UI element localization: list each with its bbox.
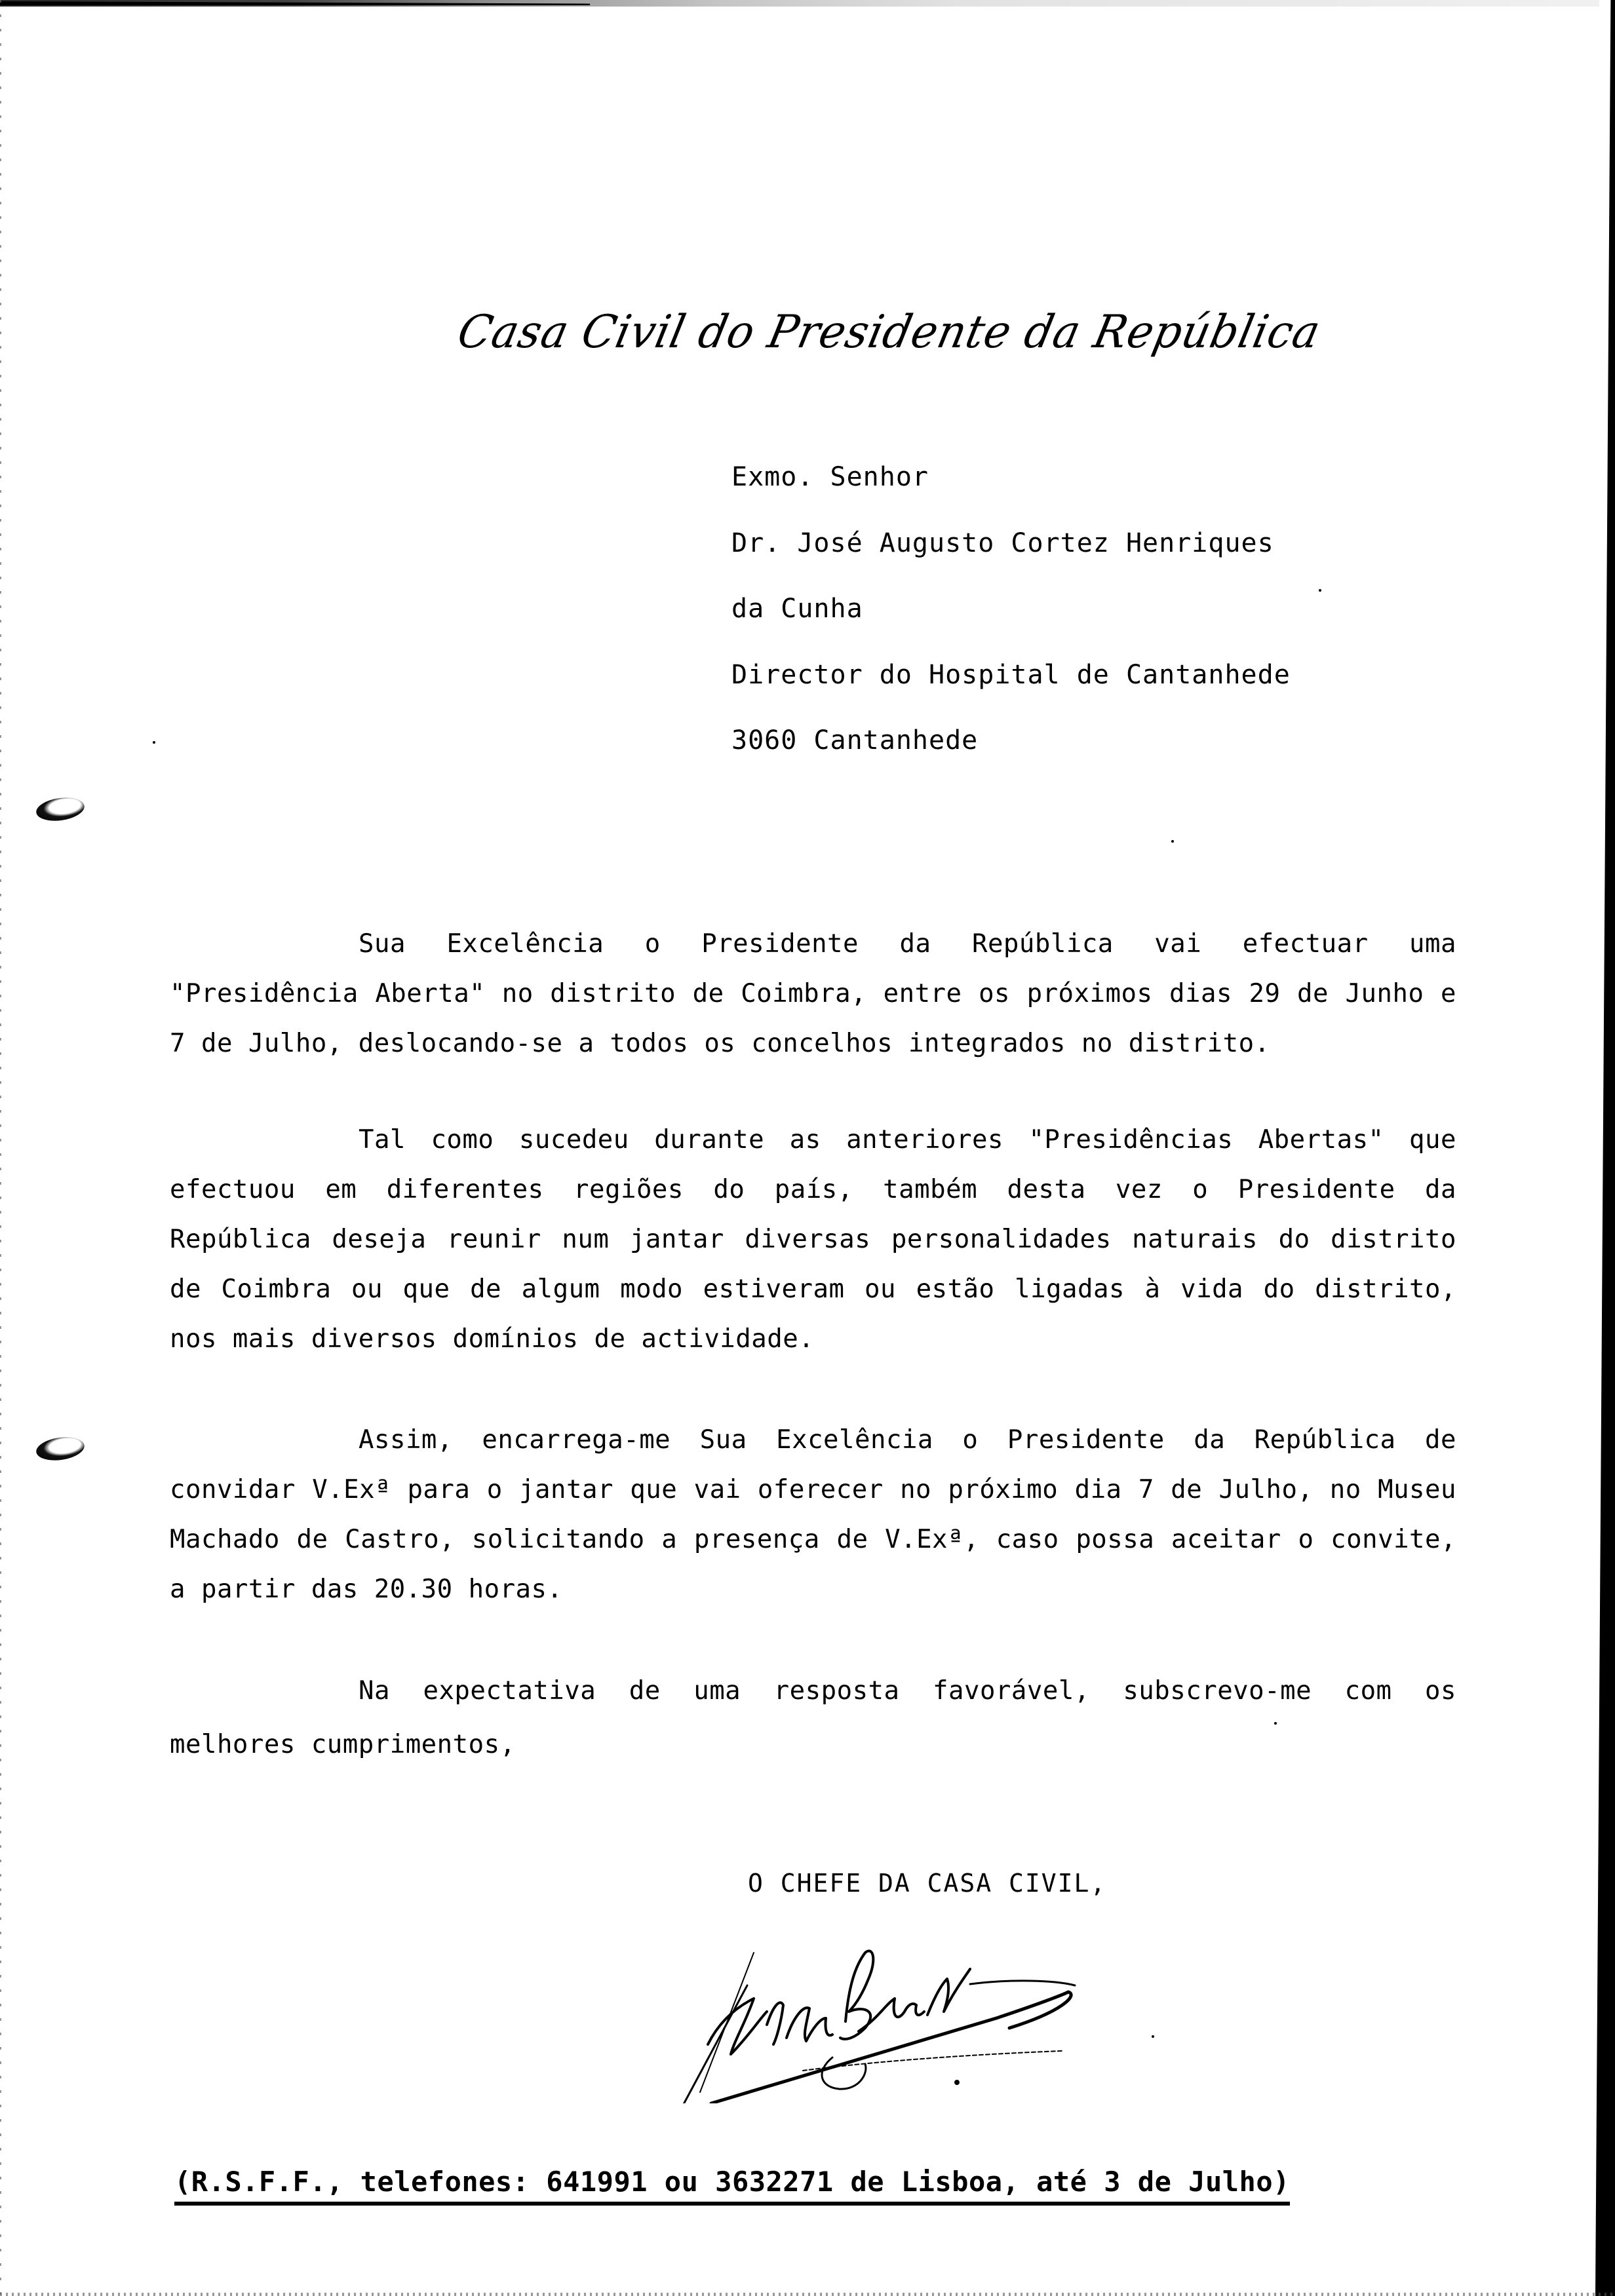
scan-speck <box>1274 1722 1277 1725</box>
body-paragraph-closing: Na expectativa de uma resposta favorável, subscrevo-me com os melhores cumprimentos, <box>170 1676 1456 1759</box>
punch-hole-icon <box>35 795 86 824</box>
recipient-name-cont: da Cunha <box>731 594 863 624</box>
recipient-postal: 3060 Cantanhede <box>731 725 979 756</box>
scan-edge-right <box>1595 0 1615 2296</box>
sign-off: O CHEFE DA CASA CIVIL, <box>748 1869 1107 1898</box>
recipient-address <box>731 444 1291 774</box>
signature-icon <box>669 1907 1193 2103</box>
recipient-title: Director do Hospital de Cantanhede <box>731 659 1291 690</box>
body-paragraph: Assim, encarrega-me Sua Excelência o Presidente da República de convidar V.Exª para o jantar que vai oferecer no próximo dia 7 de Julho, no Museu Machado de Castro, solicitando a presença de V.Exª, caso possa aceitar o convite, a partir das 20.30 horas. <box>170 1425 1456 1604</box>
footer-note: (R.S.F.F., telefones: 641991 ou 3632271 de Lisboa, até 3 de Julho) <box>174 2166 1290 2206</box>
scan-speck <box>1319 589 1321 592</box>
punch-hole-icon <box>35 1434 86 1463</box>
recipient-name: Dr. José Augusto Cortez Henriques <box>731 527 1274 558</box>
scan-speck <box>1152 2035 1154 2038</box>
body-paragraph: Sua Excelência o Presidente da República vai efectuar uma "Presidência Aberta" no distrito de Coimbra, entre os próximos dias 29 de Junho e 7 de Julho, deslocando-se a todos os concelhos integrados no distrito. <box>170 929 1456 1058</box>
body-paragraph: Tal como sucedeu durante as anteriores "Presidências Abertas" que efectuou em diferentes regiões do país, também desta vez o Presidente da República deseja reunir num jantar diversas personalidades naturais do distrito de Coimbra ou que de algum modo estiveram ou estão ligadas à vida do distrito, nos mais diversos domínios de actividade. <box>170 1125 1456 1354</box>
recipient-salutation: Exmo. Senhor <box>731 462 929 492</box>
scan-edge-left <box>0 0 1 2296</box>
letterhead: Casa Civil do Presidente da República <box>453 305 1325 358</box>
scan-speck <box>153 741 155 744</box>
scan-edge-bottom <box>0 2293 1615 2296</box>
scan-speck <box>1171 840 1174 843</box>
